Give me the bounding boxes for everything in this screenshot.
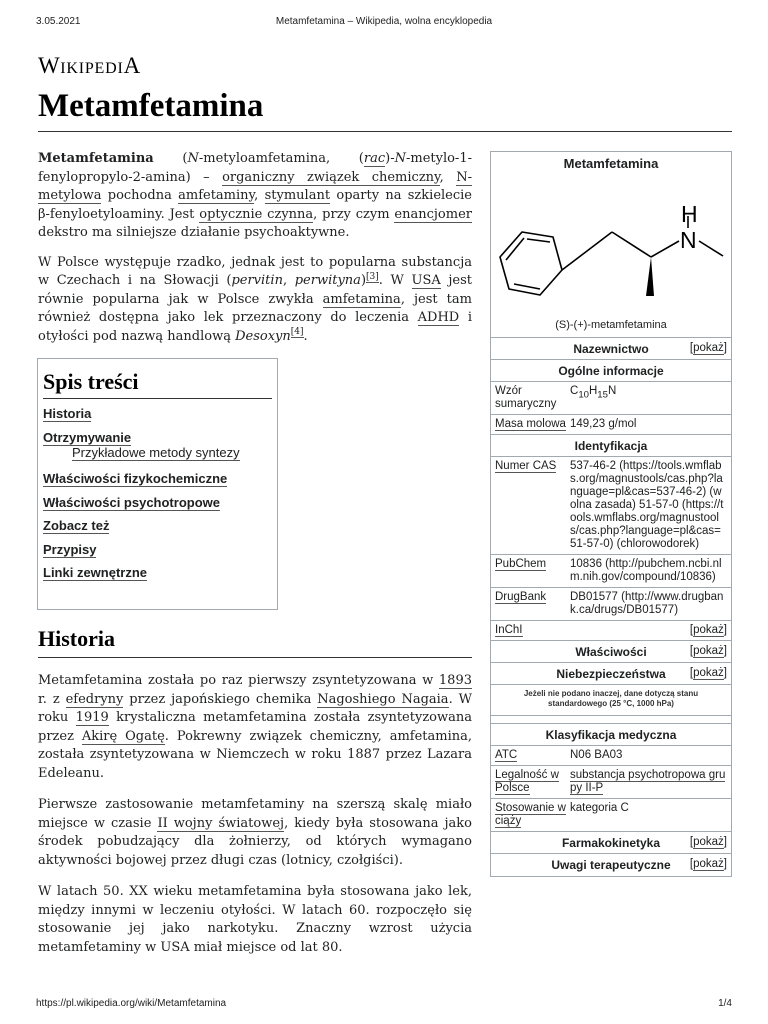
text: , (254, 188, 265, 203)
print-date: 3.05.2021 (36, 16, 81, 27)
text: InChI (495, 624, 523, 636)
show-text: pokaż (693, 342, 724, 354)
section-niebezpieczenstwa (491, 663, 731, 685)
link-amfetaminy[interactable]: amfetaminy (178, 188, 255, 203)
reference-4[interactable]: [4] (290, 327, 304, 338)
row-pubchem (491, 555, 731, 588)
section-label: Klasyfikacja medyczna (545, 727, 677, 742)
toc-label: Otrzymywanie (43, 429, 132, 445)
section-identyfikacja (491, 435, 731, 457)
text: N (394, 151, 406, 166)
logo-last-letter: A (123, 53, 141, 78)
table-of-contents (37, 358, 278, 610)
text: . W (378, 273, 412, 288)
text: . (303, 328, 308, 344)
text: , przy czym (313, 206, 395, 222)
text: ( (153, 151, 188, 166)
text: 10 (578, 389, 589, 401)
link-optycznie-czynna[interactable]: optycznie czynna (199, 206, 314, 222)
link-rac[interactable]: rac (363, 151, 386, 166)
standard-conditions-note: Jeżeli nie podano inaczej, dane dotyczą stanu standardowego (25 °C, 1000 hPa) (491, 685, 731, 716)
link-ogata[interactable]: Akirę Ogatę (81, 728, 165, 744)
toc-label: Właściwości psychotropowe (43, 494, 220, 510)
text: )- (385, 151, 395, 166)
section-heading-historia: Historia (38, 626, 472, 658)
drugbank-value[interactable]: DB01577 (http://www.drugbank.ca/drugs/DB01577) (570, 591, 724, 616)
toc-label: Właściwości fizykochemiczne (43, 471, 228, 486)
atc-label[interactable] (491, 749, 570, 762)
text: Pierwsze zastosowanie metamfetaminy na szerszą skalę miało miejsce w czasie (38, 797, 472, 831)
link-enancjomer[interactable]: enancjomer (394, 206, 472, 222)
text: C (570, 385, 579, 397)
inchi-label[interactable] (491, 624, 570, 637)
toc-item-metody-syntezy[interactable] (43, 444, 272, 470)
infobox-title: Metamfetamina (563, 156, 659, 171)
print-footer (36, 998, 732, 1010)
cas-value[interactable]: 537-46-2 (https://tools.wmflabs.org/magnustools/cas.php?language=pl&cas=537-46-2) (wolna zasada) 51-57-0 (https://tools.wmflabs.org/magnustools/cas.php?language=pl&cas=51-57-0) (chlorowodorek) (570, 460, 724, 550)
link-stymulant[interactable]: stymulant (264, 188, 331, 203)
text: N (607, 385, 617, 397)
text: H (588, 385, 598, 397)
text: przez japońskiego chemika (123, 691, 318, 707)
text: r. z (38, 691, 66, 707)
wedge-bond (646, 257, 654, 296)
section-historia-body (38, 672, 472, 970)
toc-item-zobacz-tez[interactable] (43, 517, 272, 541)
text: ) (360, 273, 367, 288)
structure-image[interactable] (491, 174, 731, 317)
page-title: Metamfetamina (38, 88, 264, 124)
section-nazewnictwo (491, 338, 731, 360)
pubchem-label[interactable] (491, 558, 570, 584)
atom-n: N (680, 227, 697, 253)
text: oparty na szkielecie β-fenyloetyloaminy. Jest (38, 188, 472, 222)
print-url: https://pl.wikipedia.org/wiki/Metamfetamina (36, 998, 227, 1009)
logo-first-letter: W (38, 53, 61, 78)
toc-label: Linki zewnętrzne (43, 565, 148, 580)
text: . Pokrewny związek chemiczny, amfetamina, została zsyntetyzowana w Niemczech w roku 1887 przez Lazara Edeleanu. (38, 728, 472, 781)
toc-item-fizykochemiczne[interactable] (43, 470, 272, 494)
show-text: pokaż (693, 667, 724, 679)
text: Masa molowa (495, 418, 566, 430)
show-text: pokaż (693, 858, 724, 870)
text: perwityna (294, 273, 361, 288)
mass-label[interactable] (491, 418, 570, 431)
toc-label: Przykładowe metody syntezy (72, 445, 240, 460)
pregnancy-value: kategoria C (570, 802, 629, 814)
section-label: Farmakokinetyka (561, 835, 661, 850)
link-amfetamina[interactable]: amfetamina (322, 291, 401, 307)
intro-paragraph-1 (38, 150, 472, 243)
lead-term: Metamfetamina (38, 151, 154, 166)
logo-middle-letters: IKIPEDI (60, 60, 124, 77)
row-atc (491, 746, 731, 766)
structure-caption: (S)-(+)-metamfetamina (491, 317, 731, 338)
atc-value: N06 BA03 (570, 749, 623, 761)
infobox (490, 151, 732, 877)
text: -metyloamfetamina, ( (198, 151, 364, 166)
link-adhd[interactable]: ADHD (417, 310, 460, 325)
text: -metylo-1-fenylopropylo-2-amina) – (38, 151, 472, 185)
section-ogolne-informacje (491, 360, 731, 382)
link-nagai[interactable]: Nagoshiego Nagaia (317, 691, 449, 707)
reference-3[interactable]: [3] (366, 271, 379, 282)
text: DrugBank (495, 591, 547, 603)
toc-label: Historia (43, 406, 92, 421)
text: i otyłości pod nazwą handlową (38, 310, 472, 344)
text: substancja psychotropowa grupy II-P (570, 769, 726, 794)
link-n-metylowa[interactable]: N-metylowa (38, 169, 472, 203)
link-organiczny-zwiazek[interactable]: organiczny związek chemiczny (222, 169, 440, 185)
text: Metamfetamina została po raz pierwszy zsyntetyzowana w (38, 673, 439, 688)
text: ATC (495, 749, 518, 761)
legal-value[interactable] (570, 769, 731, 795)
text: krystaliczna metamfetamina została zsyntetyzowana przez (38, 710, 472, 744)
text: , (439, 169, 457, 185)
section-farmakokinetyka (491, 832, 731, 854)
historia-paragraph-3: W latach 50. XX wieku metamfetamina była stosowana jako lek, między innymi w leczeniu otyłości. W latach 60. rozpoczęło się stosowanie jej jako narkotyku. Znaczny wzrost użycia metamfetaminy w USA miał miejsce od lat 80. (38, 884, 472, 955)
row-inchi (491, 621, 731, 641)
toc-item-przypisy[interactable] (43, 541, 272, 565)
show-text: pokaż (693, 645, 724, 657)
text: Desoxyn (235, 328, 291, 344)
text: pervitin (231, 273, 283, 288)
toc-list (43, 405, 272, 588)
link-usa[interactable]: USA (411, 273, 441, 288)
link-efedryny[interactable]: efedryny (65, 691, 124, 707)
text: dekstro ma silniejsze działanie psychoaktywne. (38, 225, 350, 240)
atom-h: H (681, 201, 698, 227)
toc-item-psychotropowe[interactable] (43, 494, 272, 518)
text: , jest tam również dostępna jako lek przeznaczony do leczenia (38, 291, 472, 325)
row-cas (491, 457, 731, 555)
show-text: pokaż (693, 624, 724, 636)
pregnancy-label[interactable] (491, 802, 570, 828)
show-nazewnictwo-button[interactable]: [pokaż] (689, 342, 727, 354)
section-klasyfikacja (491, 724, 731, 746)
show-niebezpieczenstwa-button[interactable]: [pokaż] (689, 667, 727, 679)
show-inchi-button[interactable]: [pokaż] (689, 624, 727, 636)
skeletal-formula-diagram (491, 174, 731, 317)
toc-label: Zobacz też (43, 518, 110, 533)
text: 15 (597, 389, 608, 401)
row-ciaza (491, 799, 731, 832)
historia-paragraph-1 (38, 672, 472, 783)
toc-label: Przypisy (43, 541, 97, 557)
link-1893[interactable]: 1893 (438, 673, 472, 688)
link-ii-wojna[interactable]: II wojny światowej (157, 815, 285, 831)
legal-label[interactable] (491, 769, 570, 795)
link-1919[interactable]: 1919 (75, 710, 109, 725)
section-label: Niebezpieczeństwa (556, 666, 666, 681)
section-label: Identyfikacja (574, 438, 648, 453)
section-label: Ogólne informacje (558, 363, 664, 378)
spacer (491, 716, 731, 724)
section-uwagi-terapeutyczne (491, 854, 731, 876)
text: Numer CAS (495, 460, 557, 472)
row-masa (491, 415, 731, 435)
row-wzor (491, 382, 731, 415)
pubchem-value[interactable]: 10836 (http://pubchem.ncbi.nlm.nih.gov/compound/10836) (570, 558, 722, 583)
text: jest równie popularna jak w Polsce zwykła (38, 273, 473, 307)
wikipedia-logo[interactable] (38, 53, 141, 79)
title-divider (38, 131, 732, 132)
intro-paragraph-2 (38, 254, 472, 347)
print-page-number: 1/4 (718, 998, 732, 1009)
text: . W roku (38, 691, 472, 725)
toc-item-linki[interactable] (43, 564, 272, 588)
historia-paragraph-2 (38, 796, 472, 870)
text: Legalność w Polsce (495, 769, 559, 794)
show-uwagi-button[interactable]: [pokaż] (689, 858, 727, 870)
text: W Polsce występuje rzadko, jednak jest to popularna substancja w Czechach i na Słowacji ( (38, 254, 472, 288)
section-label: Właściwości (575, 644, 647, 659)
text: N (187, 151, 199, 166)
text: PubChem (495, 558, 547, 570)
section-label: Uwagi terapeutyczne (551, 858, 671, 872)
cas-label[interactable] (491, 460, 570, 551)
show-text: pokaż (693, 836, 724, 848)
text: , (282, 273, 295, 288)
text: , kiedy była stosowana jako środek pobudzający dla żołnierzy, od których wymagano aktywności bojowej przez długi czas (lotnicy, czołgiści). (38, 815, 472, 868)
drugbank-label[interactable] (491, 591, 570, 617)
text: pochodna (101, 188, 179, 203)
section-label: Nazewnictwo (573, 341, 649, 356)
mass-value: 149,23 g/mol (570, 418, 637, 430)
show-farmakokinetyka-button[interactable]: [pokaż] (689, 836, 727, 848)
formula-label: Wzór sumaryczny (495, 385, 557, 410)
toc-item-historia[interactable] (43, 405, 272, 429)
print-page-title: Metamfetamina – Wikipedia, wolna encyklopedia (275, 16, 493, 27)
toc-heading: Spis treści (43, 369, 272, 399)
print-header (36, 16, 732, 28)
article-intro (38, 150, 472, 357)
row-drugbank (491, 588, 731, 621)
text: Stosowanie w ciąży (495, 802, 566, 827)
section-wlasciwosci (491, 641, 731, 663)
formula-value (570, 385, 731, 411)
row-legalnosc (491, 766, 731, 799)
show-wlasciwosci-button[interactable]: [pokaż] (689, 645, 727, 657)
